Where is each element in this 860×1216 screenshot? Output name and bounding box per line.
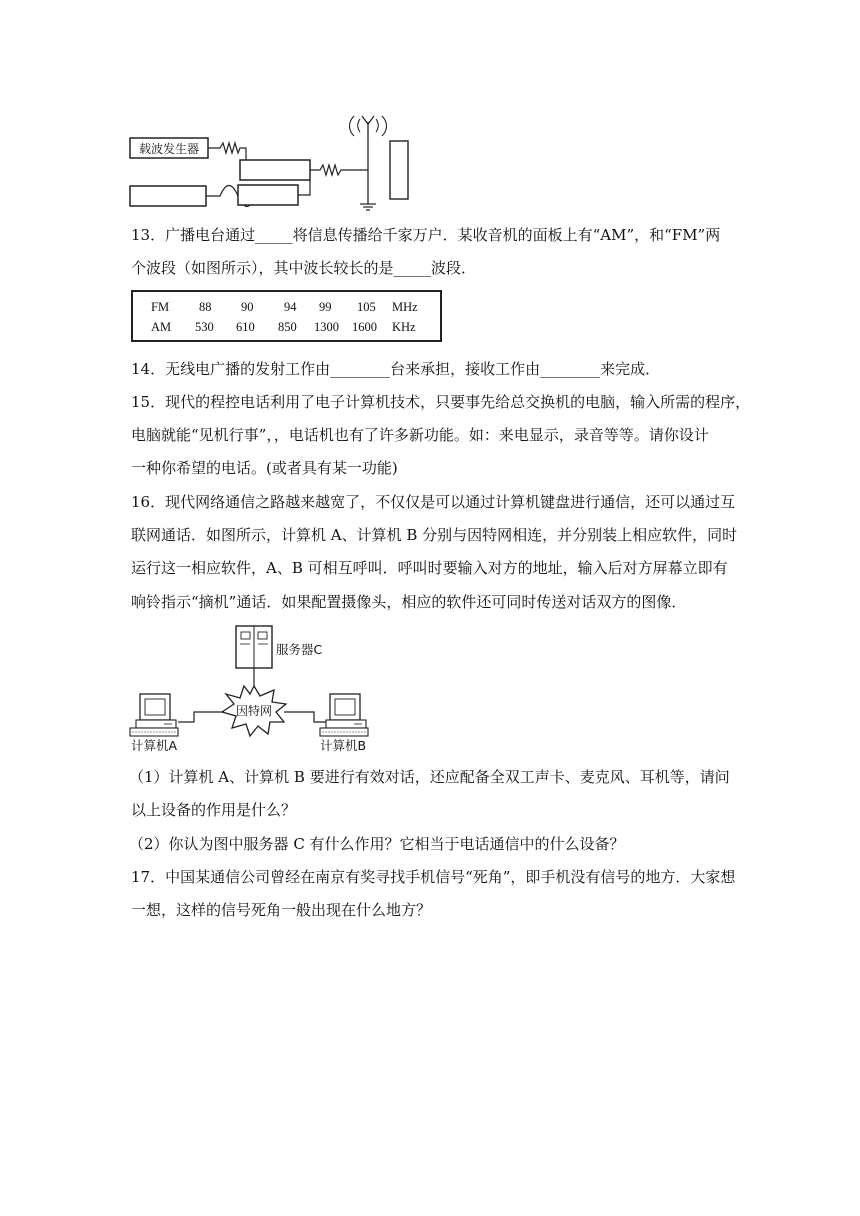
am-value: 850 (278, 320, 297, 334)
computer-b-label: 计算机B (320, 738, 367, 753)
computer-a-label: 计算机A (131, 738, 178, 753)
transmitter-diagram (128, 108, 418, 216)
am-value: 610 (236, 320, 255, 334)
q15-line-3: 一种你希望的电话。(或者具有某一功能) (131, 459, 398, 477)
computer-b-icon (320, 694, 368, 736)
fm-band-label: FM (151, 300, 170, 314)
q13-line-2: 个波段（如图所示），其中波长较长的是_____波段． (131, 259, 477, 277)
fm-value: 99 (319, 300, 332, 314)
q15-line-2: 电脑就能“见机行事”，，电话机也有了许多新功能。如：来电显示，录音等等。请你设计 (131, 426, 709, 444)
am-band-label: AM (151, 320, 172, 334)
fm-value: 90 (241, 300, 254, 314)
network-diagram (128, 622, 388, 756)
carrier-generator-label: 载波发生器 (138, 142, 200, 156)
internet-label: 因特网 (235, 704, 273, 718)
q16-sub2-line-1: （2）你认为图中服务器 C 有什么作用？它相当于电话通信中的什么设备？ (129, 835, 625, 853)
am-value: 1600 (352, 320, 377, 334)
q17-line-1: 17．中国某通信公司曾经在南京有奖寻找手机信号“死角”，即手机没有信号的地方．大家想 (131, 868, 736, 886)
modulator-box (240, 160, 310, 180)
q16-sub1-line-2: 以上设备的作用是什么？ (131, 801, 297, 819)
audio-source-box (130, 186, 206, 206)
fm-unit: MHz (392, 300, 418, 314)
computer-a-icon (130, 694, 178, 736)
q16-line-2: 联网通话．如图所示，计算机 A、计算机 B 分别与因特网相连，并分别装上相应软件，同时 (131, 526, 738, 544)
q16-line-3: 运行这一相应软件，A、B 可相互呼叫．呼叫时要输入对方的地址，输入后对方屏幕立即有 (131, 559, 728, 577)
q16-line-4: 响铃指示“摘机”通话．如果配置摄像头，相应的软件还可同时传送对话双方的图像． (131, 593, 687, 611)
frequency-table (131, 290, 442, 342)
q16-sub1-line-1: （1）计算机 A、计算机 B 要进行有效对话，还应配备全双工声卡、麦克风、耳机等，请问 (129, 768, 730, 786)
fm-value: 94 (284, 300, 297, 314)
q16-line-1: 16．现代网络通信之路越来越宽了，不仅仅是可以通过计算机键盘进行通信，还可以通过互 (131, 493, 736, 511)
amplifier-box (238, 185, 298, 205)
server-label: 服务器C (276, 642, 323, 657)
antenna-side-box (390, 141, 408, 199)
fm-value: 88 (199, 300, 212, 314)
am-unit: KHz (392, 320, 416, 334)
fm-value: 105 (357, 300, 376, 314)
q13-line-1: 13．广播电台通过_____将信息传播给千家万户．某收音机的面板上有“AM”，和“FM”两 (131, 226, 721, 244)
am-value: 530 (195, 320, 214, 334)
q17-line-2: 一想，这样的信号死角一般出现在什么地方？ (131, 901, 432, 919)
q14-line-1: 14．无线电广播的发射工作由________台来承担，接收工作由________来完成． (131, 360, 661, 378)
am-value: 1300 (314, 320, 339, 334)
q15-line-1: 15．现代的程控电话利用了电子计算机技术，只要事先给总交换机的电脑，输入所需的程序， (131, 393, 751, 411)
